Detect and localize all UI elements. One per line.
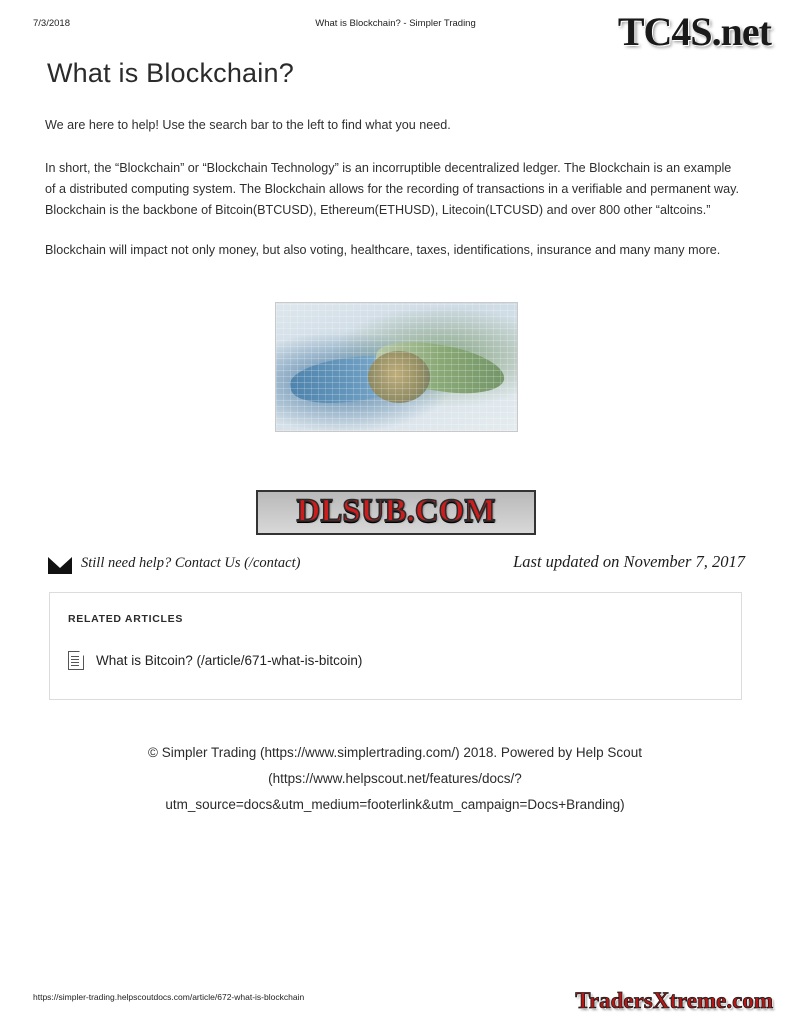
related-articles-heading: RELATED ARTICLES	[68, 613, 184, 625]
footer-text: © Simpler Trading (https://www.simplertrading.com/) 2018. Powered by Help Scout (https://www.helpscout.net/features/docs/?utm_source=docs&utm_medium=footerlink&utm_campaign=Docs+Branding)	[148, 745, 642, 812]
envelope-icon	[48, 557, 72, 574]
print-page-title: What is Blockchain? - Simpler Trading	[315, 18, 476, 29]
contact-us-link[interactable]: Still need help? Contact Us (/contact)	[81, 555, 301, 571]
list-item[interactable]	[68, 651, 362, 670]
print-date: 7/3/2018	[33, 18, 70, 29]
circuit-pattern	[276, 303, 517, 431]
related-articles-box	[49, 592, 742, 700]
article-content	[45, 58, 745, 280]
related-article-link[interactable]: What is Bitcoin? (/article/671-what-is-bitcoin)	[96, 653, 363, 668]
article-lead: We are here to help! Use the search bar to the left to find what you need.	[45, 118, 451, 132]
still-need-help-row	[45, 552, 745, 586]
watermark-tradersxtreme: TradersXtreme.com	[575, 988, 773, 1013]
page-url: https://simpler-trading.helpscoutdocs.com/article/672-what-is-blockchain	[33, 992, 305, 1002]
last-updated-text: Last updated on November 7, 2017	[513, 552, 745, 571]
document-icon	[68, 651, 84, 670]
watermark-dlsub: DLSUB.COM	[256, 490, 536, 535]
article-image	[275, 302, 518, 432]
article-paragraph-2: Blockchain will impact not only money, but also voting, healthcare, taxes, identifications, insurance and many many more.	[45, 243, 721, 257]
article-image-背景	[276, 303, 517, 431]
article-paragraph-1: In short, the “Blockchain” or “Blockchain Technology” is an incorruptible decentralized ledger. The Blockchain is an example of a distributed computing system. The Blockchain allows for the recording of transactions in a verifiable and permanent way. Blockchain is the backbone of Bitcoin(BTCUSD), Ethereum(ETHUSD), Litecoin(LTCUSD) and over 800 other “altcoins.”	[45, 161, 739, 217]
page-title: What is Blockchain?	[47, 58, 294, 88]
watermark-tc4s: TC4S.net	[617, 9, 771, 54]
